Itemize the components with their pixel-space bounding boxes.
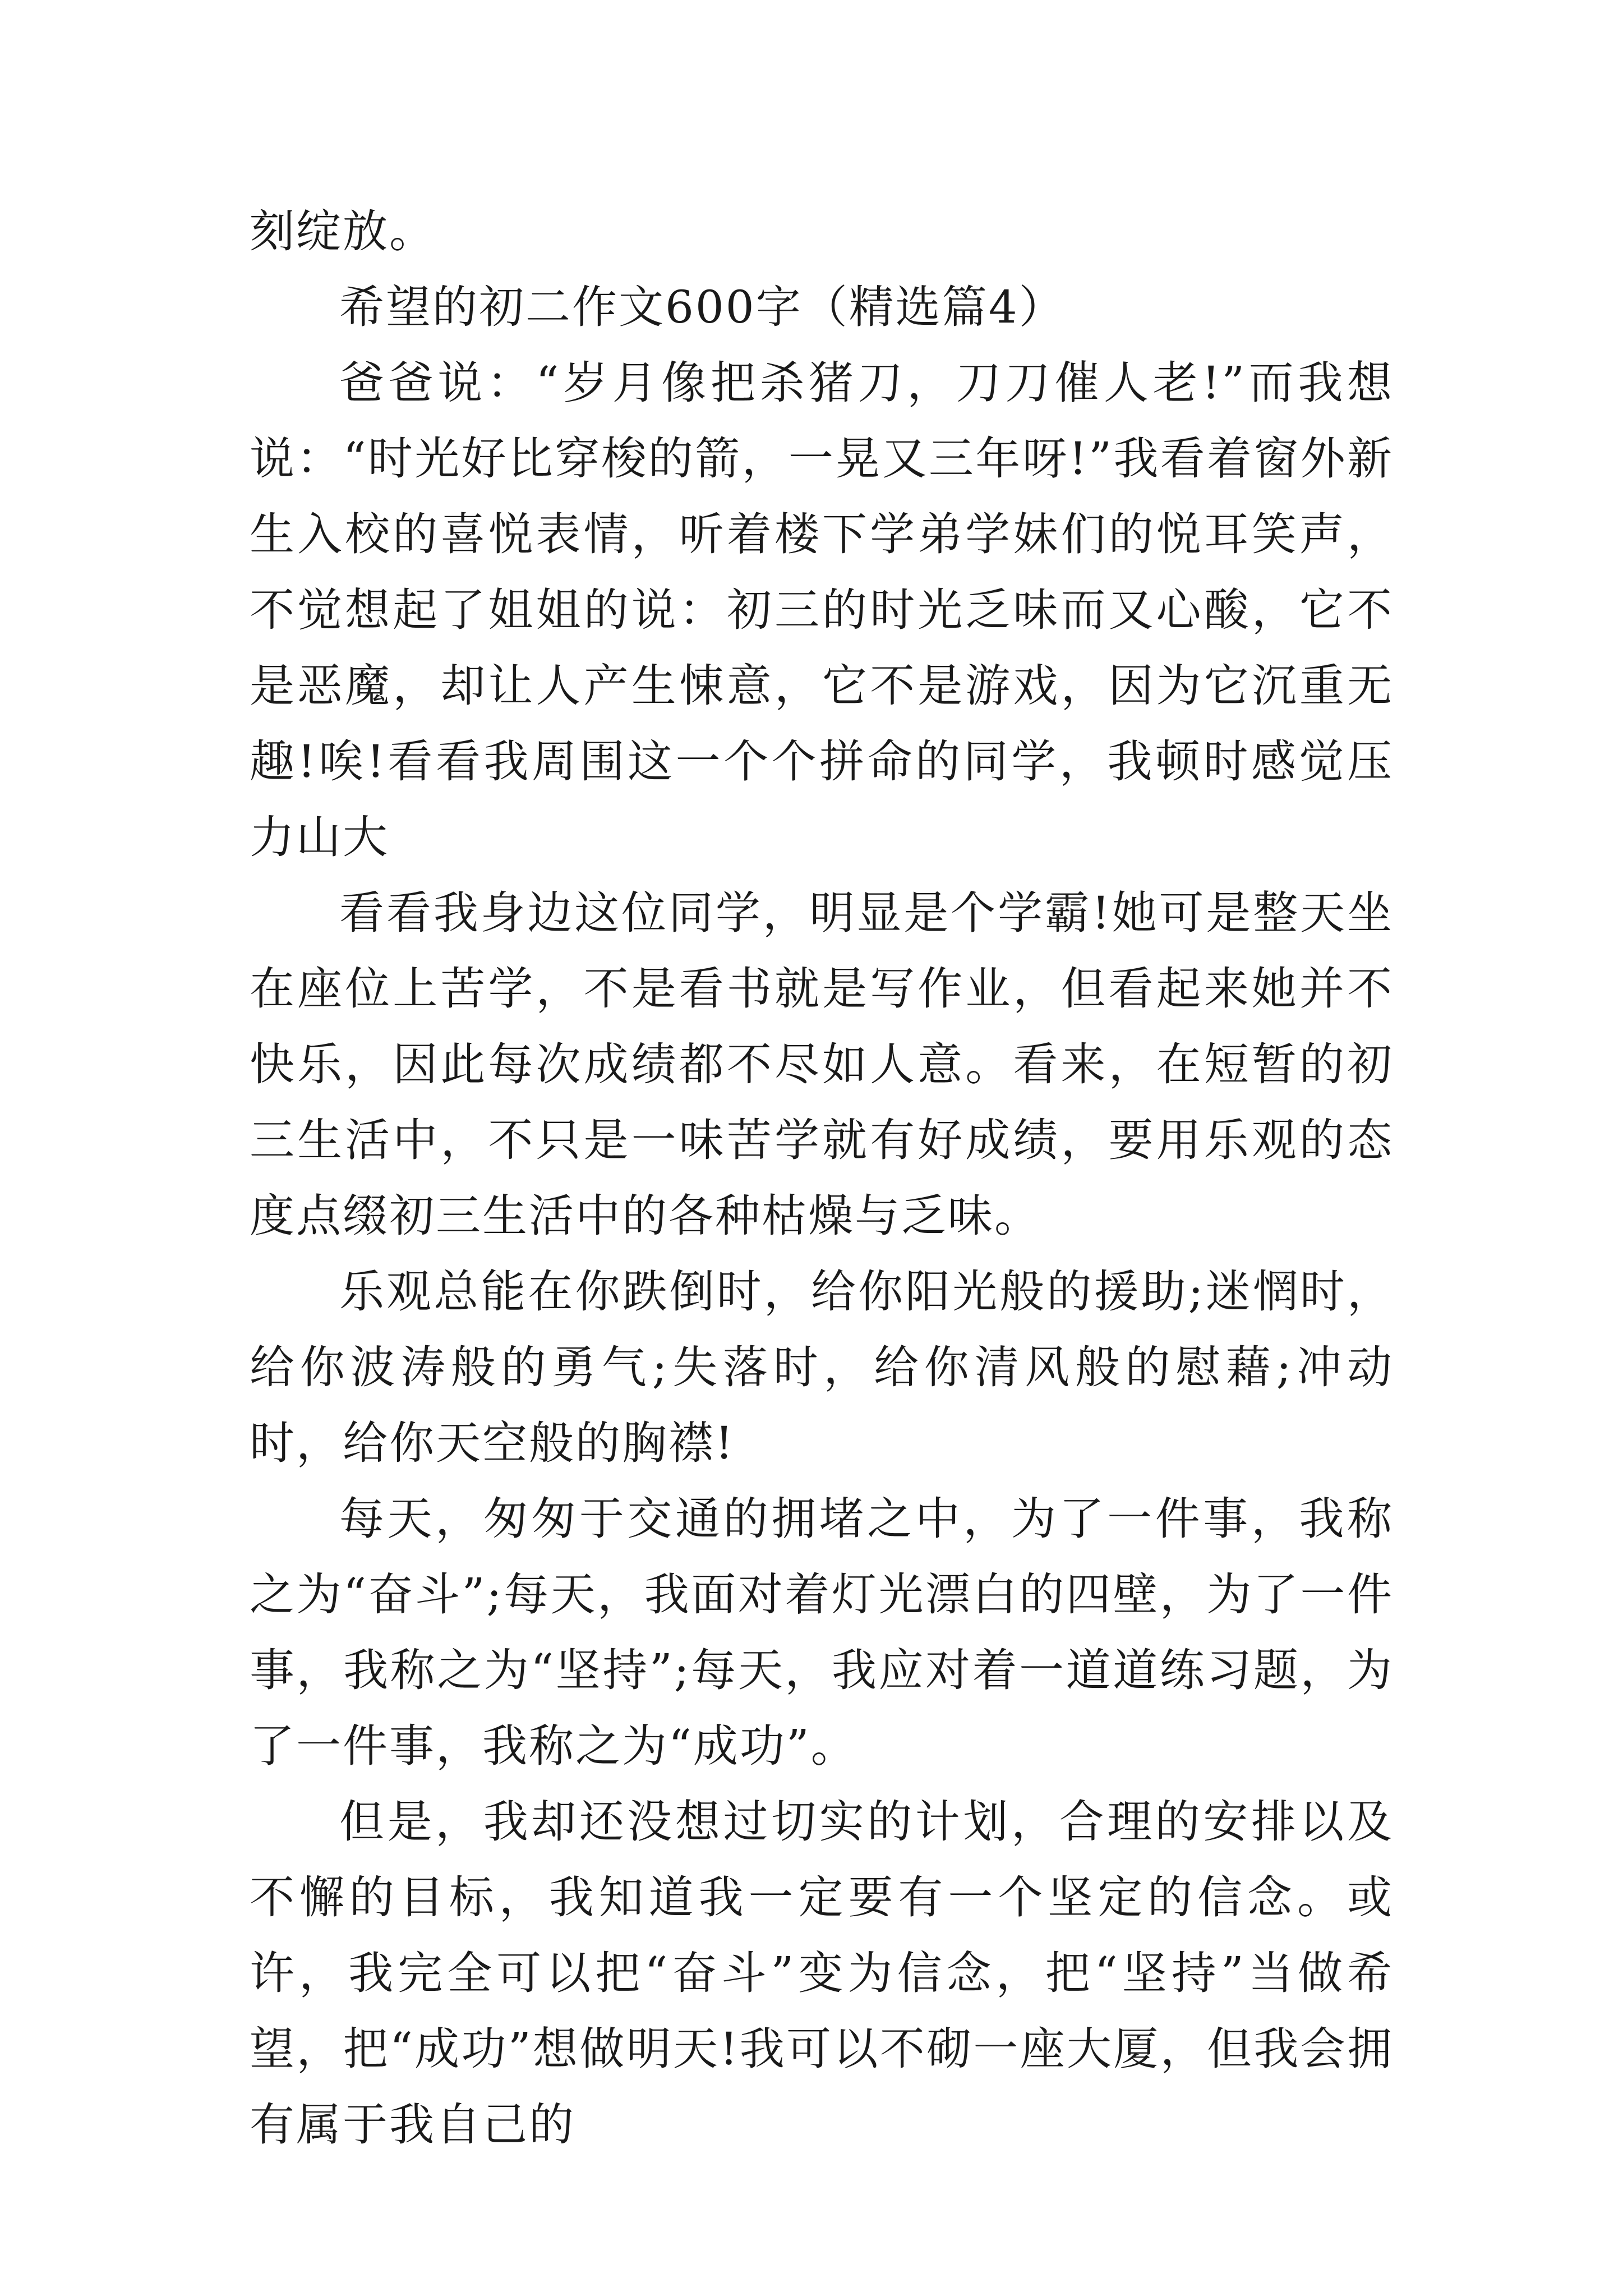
paragraph: 看看我身边这位同学，明显是个学霸!她可是整天坐在座位上苦学，不是看书就是写作业，但看起来她并不快乐，因此每次成绩都不尽如人意。看来，在短暂的初三生活中，不只是一味苦学就有好成绩，要用乐观的态度点缀初三生活中的各种枯燥与乏味。	[250, 887, 1394, 1242]
paragraph: 每天，匆匆于交通的拥堵之中，为了一件事，我称之为“奋斗”;每天，我面对着灯光漂白的四壁，为了一件事，我称之为“坚持”;每天，我应对着一道道练习题，为了一件事，我称之为“成功”。	[250, 1493, 1394, 1772]
paragraph: 爸爸说：“岁月像把杀猪刀，刀刀催人老!”而我想说：“时光好比穿梭的箭，一晃又三年呀!”我看着窗外新生入校的喜悦表情，听着楼下学弟学妹们的悦耳笑声，不觉想起了姐姐的说：初三的时光乏味而又心酸，它不是恶魔，却让人产生悚意，它不是游戏，因为它沉重无趣!唉!看看我周围这一个个拼命的同学，我顿时感觉压力山大	[250, 357, 1394, 863]
paragraph: 但是，我却还没想过切实的计划，合理的安排以及不懈的目标，我知道我一定要有一个坚定的信念。或许，我完全可以把“奋斗”变为信念，把“坚持”当做希望，把“成功”想做明天!我可以不砌一座大厦，但我会拥有属于我自己的	[250, 1796, 1394, 2151]
document-body	[250, 194, 1394, 2162]
section-heading: 希望的初二作文600字（精选篇4）	[339, 281, 1066, 333]
paragraph-continuation: 刻绽放。	[250, 205, 436, 257]
paragraph: 乐观总能在你跌倒时，给你阳光般的援助;迷惘时，给你波涛般的勇气;失落时，给你清风般的慰藉;冲动时，给你天空般的胸襟!	[250, 1266, 1394, 1469]
